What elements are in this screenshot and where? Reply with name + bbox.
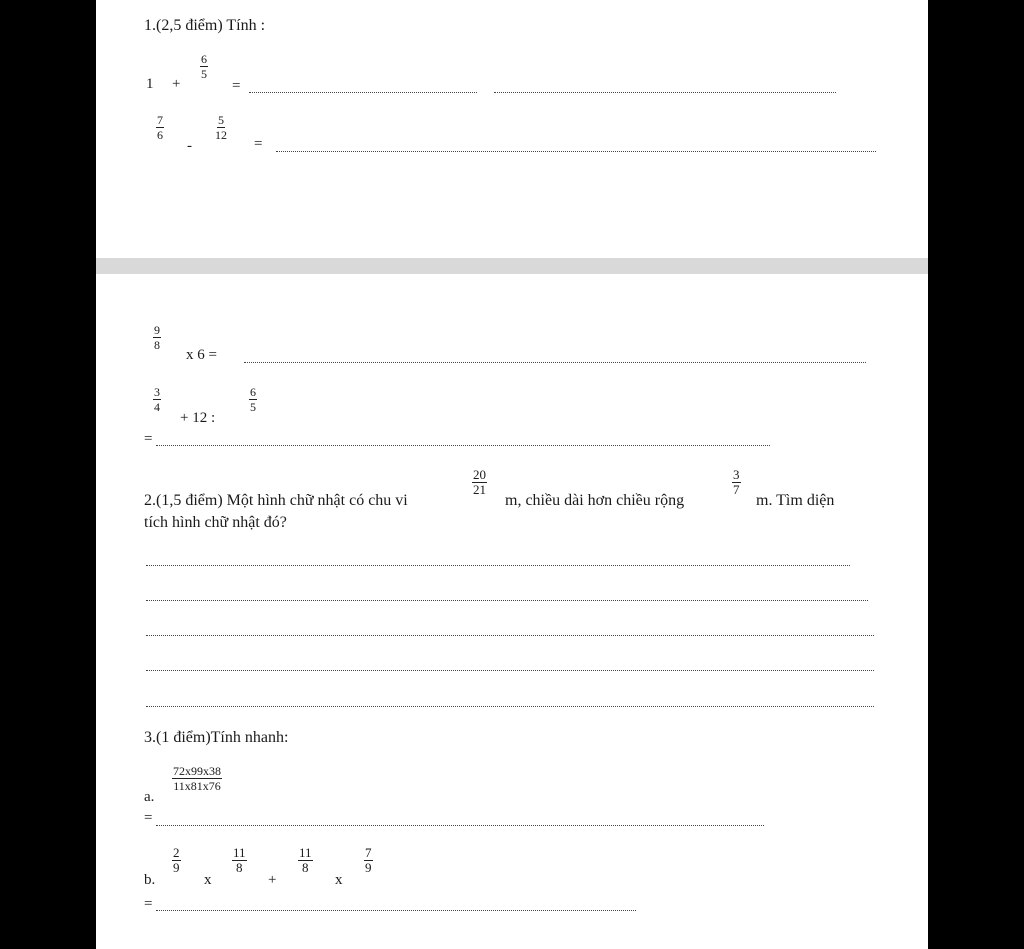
fraction [156, 113, 164, 142]
numerator: 20 [473, 467, 486, 482]
equals-sign: = [144, 896, 153, 912]
answer-line [276, 151, 876, 152]
denominator: 9 [173, 860, 180, 875]
answer-line [146, 670, 874, 671]
numerator: 3 [154, 385, 160, 399]
whole-number: 1 [146, 76, 154, 92]
answer-line [244, 362, 866, 363]
answer-line [249, 92, 477, 93]
answer-line [146, 565, 850, 566]
denominator: 8 [302, 860, 309, 875]
equals-sign: = [254, 136, 263, 152]
denominator: 4 [154, 400, 160, 414]
fraction [232, 846, 247, 875]
numerator: 5 [218, 113, 224, 127]
answer-line [156, 825, 764, 826]
numerator: 6 [201, 52, 207, 66]
numerator: 72x99x38 [173, 764, 221, 778]
fraction [298, 846, 313, 875]
fraction [153, 323, 161, 352]
item-label-b: b. [144, 872, 156, 888]
plus-sign: + [268, 872, 277, 888]
item-label-a: a. [144, 789, 155, 805]
numerator: 11 [233, 845, 246, 860]
denominator: 11x81x76 [173, 779, 221, 793]
question-3-heading: 3.(1 điểm)Tính nhanh: [144, 729, 289, 746]
fraction [172, 764, 222, 793]
equals-sign: = [144, 810, 153, 826]
fraction [214, 113, 228, 142]
multiply-expression: x 6 = [186, 347, 217, 363]
denominator: 5 [250, 400, 256, 414]
fraction [249, 385, 257, 414]
document-page-2 [96, 274, 928, 949]
answer-line [494, 92, 836, 93]
answer-line [156, 445, 770, 446]
answer-line [146, 600, 868, 601]
numerator: 6 [250, 385, 256, 399]
fraction [153, 385, 161, 414]
question-2-text: 2.(1,5 điểm) Một hình chữ nhật có chu vi [144, 492, 408, 509]
denominator: 8 [154, 338, 160, 352]
numerator: 7 [157, 113, 163, 127]
denominator: 5 [201, 67, 207, 81]
numerator: 2 [173, 845, 180, 860]
minus-sign: - [187, 138, 192, 154]
fraction [472, 468, 487, 497]
denominator: 7 [733, 482, 740, 497]
multiply-sign: x [335, 872, 343, 888]
question-2-text: m. Tìm diện [756, 492, 835, 509]
question-1-heading: 1.(2,5 điểm) Tính : [144, 17, 266, 34]
add-divide-expression: + 12 : [180, 410, 216, 426]
fraction [364, 846, 373, 875]
denominator: 21 [473, 482, 486, 497]
multiply-sign: x [204, 872, 212, 888]
fraction [172, 846, 181, 875]
numerator: 7 [365, 845, 372, 860]
numerator: 9 [154, 323, 160, 337]
answer-line [146, 706, 874, 707]
equals-sign: = [232, 78, 241, 94]
answer-line [156, 910, 636, 911]
numerator: 11 [299, 845, 312, 860]
answer-line [146, 635, 874, 636]
denominator: 6 [157, 128, 163, 142]
denominator: 8 [236, 860, 243, 875]
question-2-text: tích hình chữ nhật đó? [144, 514, 287, 531]
denominator: 12 [215, 128, 227, 142]
fraction [200, 52, 208, 81]
page-separator [96, 258, 928, 274]
equals-sign: = [144, 431, 153, 447]
fraction [732, 468, 741, 497]
plus-sign: + [172, 76, 181, 92]
numerator: 3 [733, 467, 740, 482]
denominator: 9 [365, 860, 372, 875]
question-2-text: m, chiều dài hơn chiều rộng [505, 492, 685, 509]
